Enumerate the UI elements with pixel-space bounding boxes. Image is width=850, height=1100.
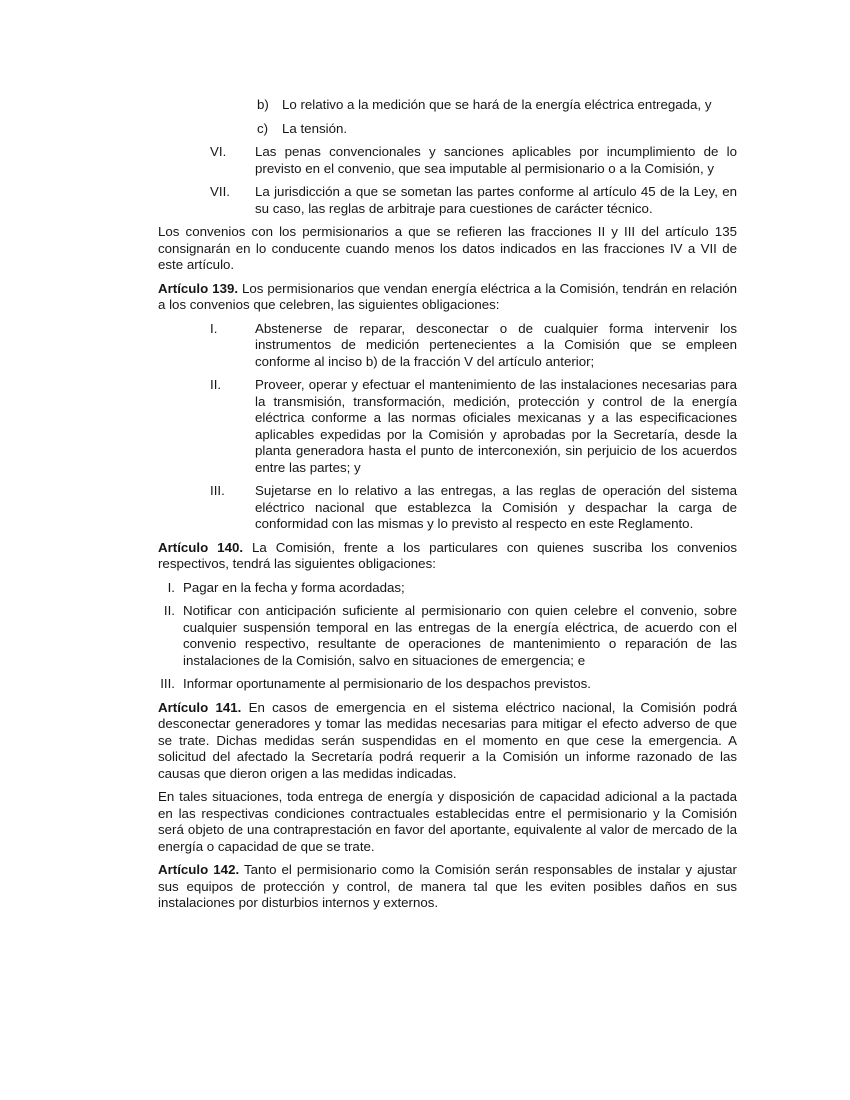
block-text: Los permisionarios que vendan energía eléctrica a la Comisión, tendrán en relación a los convenios que celebren, las siguientes obligaciones: — [158, 280, 737, 312]
list-marker: II. — [163, 603, 175, 618]
block-text: La Comisión, frente a los particulares con quienes suscriba los convenios respectivos, tendrá las siguientes obligaciones: — [158, 539, 737, 571]
block-text: Los convenios con los permisionarios a que se refieren las fracciones II y III del artículo 135 consignarán en lo conducente cuando menos los datos indicados en las fracciones IV a VII de este artículo. — [158, 224, 737, 272]
list-item-vi-2 — [158, 144, 737, 177]
block-text: Pagar en la fecha y forma acordadas; — [183, 579, 405, 595]
list-marker: VI. — [210, 144, 227, 159]
paragraph-4 — [158, 224, 737, 274]
block-text: Notificar con anticipación suficiente al permisionario con quien celebre el convenio, sobre cualquier suspensión temporal en las entregas de la energía eléctrica, de acuerdo con el convenio respectivo, resultante de operaciones de mantenimiento o reparación de las instalaciones de la Comisión, salvo en situaciones de emergencia; e — [183, 603, 737, 668]
document-content — [158, 97, 737, 919]
block-text: Lo relativo a la medición que se hará de la energía eléctrica entregada, y — [282, 97, 712, 112]
block-text: La tensión. — [282, 120, 348, 136]
block-text: Tanto el permisionario como la Comisión serán responsables de instalar y ajustar sus equipos de protección y control, de manera tal que les eviten posibles daños en sus instalaciones por disturbios internos y externos. — [158, 862, 737, 910]
block-text: En tales situaciones, toda entrega de energía y disposición de capacidad adicional a la pactada en las respectivas condiciones contractuales establecidas entre el permisionario y la Comisión será objeto de una contraprestación en favor del aportante, equivalente al valor de mercado de la energía o capacidad de que se trate. — [158, 789, 737, 854]
list-marker: I. — [167, 579, 175, 595]
block-text: Sujetarse en lo relativo a las entregas, a las reglas de operación del sistema eléctrico nacional que establezca la Comisión y despachar la carga de conformidad con las mismas y lo previsto al respecto en este Reglamento. — [255, 483, 737, 531]
article-paragraph-140 — [158, 540, 737, 573]
list-item-iii-8 — [158, 483, 737, 533]
list-marker: I. — [210, 320, 218, 336]
list-item-b-0 — [158, 97, 737, 114]
article-number: Artículo 139. — [158, 280, 239, 296]
list-marker: II. — [210, 377, 222, 392]
article-paragraph-142 — [158, 862, 737, 912]
list-marker: b) — [257, 97, 269, 112]
article-paragraph-141 — [158, 700, 737, 783]
block-text: Proveer, operar y efectuar el mantenimiento de las instalaciones necesarias para la transmisión, transformación, medición, protección y control de la energía eléctrica conforme a las normas oficiales mexicanas y a las especificaciones aplicables expedidas por la Comisión y aprobadas por la Secretaría, desde la planta generadora hasta el punto de interconexión, sin perjuicio de los acuerdos entre las partes; y — [255, 377, 737, 475]
block-text: La jurisdicción a que se sometan las partes conforme al artículo 45 de la Ley, en su caso, las reglas de arbitraje para cuestiones de carácter técnico. — [255, 184, 737, 216]
list-marker: III. — [210, 483, 225, 498]
list-item-i-6 — [158, 321, 737, 371]
paragraph-14 — [158, 789, 737, 855]
list-item-iii-12 — [158, 676, 737, 693]
list-marker: VII. — [210, 184, 230, 199]
block-text: Las penas convencionales y sanciones aplicables por incumplimiento de lo previsto en el convenio, que sea imputable al permisionario o a la Comisión, y — [255, 144, 737, 176]
article-paragraph-139 — [158, 281, 737, 314]
block-text: Informar oportunamente al permisionario de los despachos previstos. — [183, 676, 591, 691]
list-item-c-1 — [158, 121, 737, 138]
list-item-ii-7 — [158, 377, 737, 476]
article-number: Artículo 140. — [158, 539, 244, 555]
article-number: Artículo 142. — [158, 862, 240, 877]
list-marker: III. — [160, 676, 175, 691]
block-text: En casos de emergencia en el sistema eléctrico nacional, la Comisión podrá desconectar generadores y tomar las medidas necesarias para mitigar el efecto adverso de que se trate. Dichas medidas serán suspendidas en el momento en que cese la emergencia. A solicitud del afectado la Secretaría podrá requerir a la Comisión un informe razonado de las causas que dieron origen a las medidas indicadas. — [158, 699, 737, 781]
list-item-vii-3 — [158, 184, 737, 217]
block-text: Abstenerse de reparar, desconectar o de cualquier forma intervenir los instrumentos de medición pertenecientes a la Comisión que se empleen conforme al inciso b) de la fracción V del artículo anterior; — [255, 320, 737, 369]
article-number: Artículo 141. — [158, 699, 242, 715]
list-item-ii-11 — [158, 603, 737, 669]
list-item-i-10 — [158, 580, 737, 597]
list-marker: c) — [257, 120, 269, 136]
